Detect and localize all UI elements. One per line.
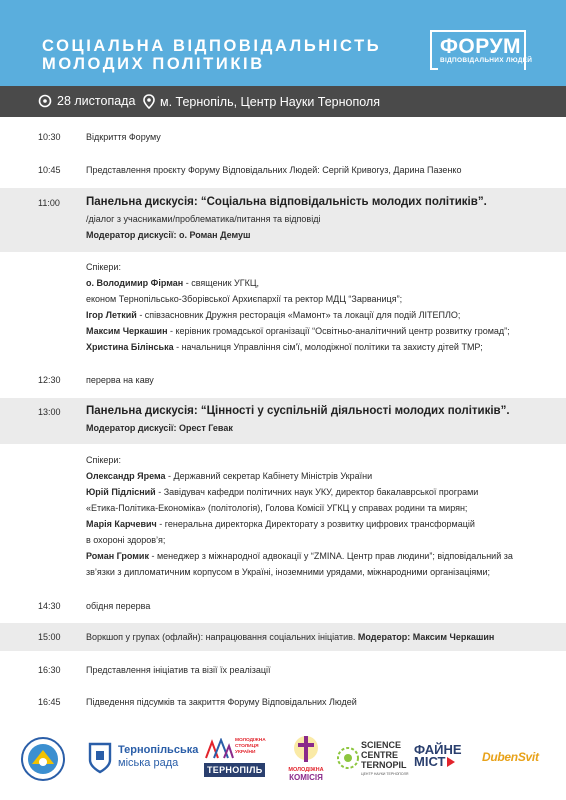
forum-logo <box>430 30 533 70</box>
speaker-item <box>86 484 556 500</box>
item-text: Представлення ініціатив та візії їх реалізації <box>86 665 271 675</box>
title-line-2: МОЛОДИХ ПОЛІТИКІВ <box>42 55 265 73</box>
panel-title: Панельна дискусія: “Соціальна відповідальність молодих політиків”. <box>86 196 487 208</box>
schedule-item-panel-2 <box>0 398 566 444</box>
speaker-role-cont: економ Тернопільсько-Зборівської Архиєпархії та ректор МДЦ “Зарваниця”; <box>86 294 403 304</box>
speaker-role: - священик УГКЦ, <box>183 278 260 288</box>
city-council-text <box>118 744 198 770</box>
location-pin-icon <box>143 94 155 109</box>
youth-commission-logo <box>286 734 326 786</box>
speaker-name: Христина Білінська <box>86 342 174 352</box>
speaker-item <box>86 307 556 323</box>
dubensvit-logo: DubenSvit <box>482 750 539 764</box>
item-text: Воркшоп у групах (офлайн): напрацювання соціальних ініціатив. <box>86 632 358 642</box>
event-location: м. Тернопіль, Центр Науки Тернополя <box>160 94 380 109</box>
logo-frame-left <box>430 30 438 70</box>
city-council-line-1: Тернопільська <box>118 744 199 756</box>
speaker-role: - співзасновник Дружня ресторація «Мамонт» та локації для подій ЛІТЕПЛО; <box>136 310 461 320</box>
event-date: 28 листопада <box>57 94 136 108</box>
panel-title: Панельна дискусія: “Цінності у суспільній діяльності молодих політиків”. <box>86 405 510 417</box>
science-centre-logo <box>336 736 408 786</box>
science-line-3: TERNOPIL <box>361 760 407 770</box>
item-text: Відкриття Форуму <box>86 132 161 142</box>
speaker-role: - керівник громадської організації “Освітньо-аналітичний центр розвитку громад”; <box>167 326 510 336</box>
science-line-1: SCIENCE <box>361 740 402 750</box>
header-banner <box>0 0 566 86</box>
commission-line-1: МОЛОДІЖНА <box>288 767 324 773</box>
logo-main-text: ФОРУМ <box>440 35 522 58</box>
fajne-line-2: МІСТ <box>414 754 446 769</box>
speakers-label: Спікери: <box>86 262 121 272</box>
time: 16:30 <box>38 665 61 675</box>
science-centre-icon <box>336 740 360 776</box>
speaker-role: - начальниця Управління сім'ї, молодіжної політики та захисту дітей ТМР; <box>173 342 483 352</box>
item-text-wrap <box>86 629 546 645</box>
science-line-2: CENTRE <box>361 750 399 760</box>
speaker-name: Марія Карчевич <box>86 519 157 529</box>
city-council-shield-icon <box>88 742 112 774</box>
speaker-role-cont: зв’язки з дипломатичним корпусом в Україні, іноземними урядами, міжнародними організаціями; <box>86 567 491 577</box>
speakers-block-2 <box>0 452 566 580</box>
item-text: перерва на каву <box>86 375 154 385</box>
youth-capital-line-1: МОЛОДІЖНА <box>235 738 266 743</box>
time: 10:30 <box>38 132 61 142</box>
panel-moderator: Модератор дискусії: о. Роман Демуш <box>86 230 251 240</box>
item-text: обідня перерва <box>86 601 151 611</box>
item-text: Підведення підсумків та закриття Форуму Відповідальних Людей <box>86 697 357 707</box>
play-icon <box>447 757 455 767</box>
speaker-item <box>86 323 556 339</box>
time: 14:30 <box>38 601 61 611</box>
schedule-item-panel-1 <box>0 188 566 252</box>
emblem-logo <box>20 736 66 782</box>
commission-line-2: КОМІСІЯ <box>289 773 323 782</box>
time: 13:00 <box>38 407 61 417</box>
speaker-name: Ігор Леткий <box>86 310 137 320</box>
speaker-name: Максим Черкашин <box>86 326 168 336</box>
speaker-role-cont: в охороні здоров’я; <box>86 535 166 545</box>
date-info <box>38 94 135 108</box>
youth-capital-logo <box>204 736 270 784</box>
location-info <box>143 94 380 109</box>
speaker-item <box>86 275 556 291</box>
speaker-role: - Завідувач кафедри політичних наук УКУ, директор бакалаврської програми <box>155 487 479 497</box>
speakers-block-1 <box>0 259 566 355</box>
speaker-item <box>86 516 556 532</box>
youth-capital-icon <box>204 738 234 760</box>
title-line-1: СОЦІАЛЬНА ВІДПОВІДАЛЬНІСТЬ <box>42 37 382 55</box>
workshop-moderator: Модератор: Максим Черкашин <box>357 632 495 642</box>
science-line-4: ЦЕНТР НАУКИ ТЕРНОПОЛЯ <box>361 772 409 776</box>
speaker-name: Роман Громик <box>86 551 149 561</box>
youth-capital-line-2: СТОЛИЦЯ <box>235 744 259 749</box>
time: 11:00 <box>38 198 60 208</box>
speaker-item <box>86 468 556 484</box>
fajne-line-2-wrap <box>414 756 474 768</box>
city-council-line-2: міська рада <box>118 757 179 769</box>
speaker-item <box>86 339 556 355</box>
speaker-name: о. Володимир Фірман <box>86 278 184 288</box>
ternopil-label: ТЕРНОПІЛЬ <box>204 763 265 777</box>
speaker-name: Юрій Підлісний <box>86 487 156 497</box>
speaker-role: - генеральна директорка Директорату з розвитку цифрових трансформацій <box>156 519 475 529</box>
cross-icon <box>293 734 319 766</box>
speaker-name: Олександр Ярема <box>86 471 166 481</box>
youth-capital-line-3: УКРАЇНИ <box>235 750 256 755</box>
speakers-label: Спікери: <box>86 455 121 465</box>
partner-logos <box>0 722 566 800</box>
time: 15:00 <box>38 632 61 642</box>
fajne-line-1: ФАЙНЕ <box>414 742 462 757</box>
page-title <box>42 37 381 73</box>
item-text: Представлення проєкту Форуму Відповідальних Людей: Сергій Кривогуз, Дарина Пазенко <box>86 165 462 175</box>
schedule-item-workshop <box>0 623 566 651</box>
panel-moderator: Модератор дискусії: Орест Гевак <box>86 423 233 433</box>
speaker-role: - Державний секретар Кабінету Міністрів України <box>165 471 373 481</box>
fajne-misto-logo <box>414 744 474 774</box>
time: 16:45 <box>38 697 61 707</box>
speaker-role: - менеджер з міжнародної адвокації у “ZMINA. Центр прав людини”; відповідальний за <box>148 551 513 561</box>
time: 12:30 <box>38 375 61 385</box>
panel-subtitle: /діалог з учасниками/проблематика/питання та відповіді <box>86 214 321 224</box>
speaker-role-cont: «Етика-Політика-Економіка» (політологія), Голова Комісії УГКЦ у справах родини та мирян; <box>86 503 468 513</box>
speaker-item <box>86 548 556 564</box>
time: 10:45 <box>38 165 61 175</box>
info-bar <box>0 86 566 117</box>
logo-sub-text: ВІДПОВІДАЛЬНИХ ЛЮДЕЙ <box>440 57 533 64</box>
clock-icon <box>38 94 52 108</box>
